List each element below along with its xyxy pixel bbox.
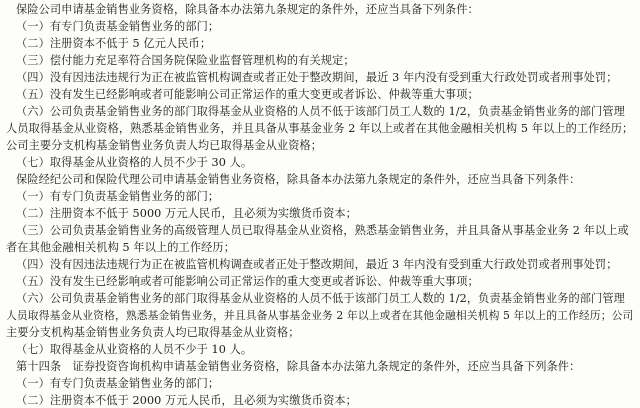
clause-1: （一）有专门负责基金销售业务的部门； bbox=[16, 190, 220, 203]
clause-5: （五）没有发生已经影响或者可能影响公司正常运作的重大变更或者诉讼、仲裁等重大事项； bbox=[16, 88, 479, 101]
clause-3: （三）偿付能力充足率符合国务院保险业监督管理机构的有关规定； bbox=[16, 54, 355, 67]
clause-6-continued: 人员取得基金从业资格，熟悉基金销售业务，并且具备从事基金业务 2 年以上或者在其他金融相关机构 5 年以上的工作经历；公司 bbox=[6, 309, 634, 322]
article-14-heading: 第十四条 证券投资咨询机构申请基金销售业务资格，除具备本办法第九条规定的条件外，还应当具备下列条件： bbox=[16, 360, 581, 373]
clause-6: （六）公司负责基金销售业务的部门取得基金从业资格的人员不低于该部门员工人数的 1/2，负责基金销售业务的部门管理 bbox=[16, 105, 625, 118]
clause-6-continued: 公司主要分支机构基金销售业务负责人均已取得基金从业资格； bbox=[6, 139, 323, 152]
clause-7: （七）取得基金从业资格的人员不少于 10 人。 bbox=[16, 343, 253, 356]
clause-5: （五）没有发生已经影响或者可能影响公司正常运作的重大变更或者诉讼、仲裁等重大事项； bbox=[16, 275, 479, 288]
clause-2: （二）注册资本不低于 5 亿元人民币； bbox=[16, 37, 212, 50]
clause-1: （一）有专门负责基金销售业务的部门； bbox=[16, 377, 220, 390]
clause-3: （三）公司负责基金销售业务的高级管理人员已取得基金从业资格，熟悉基金销售业务，并且具备从事基金业务 2 年以上或 bbox=[16, 224, 629, 237]
clause-1: （一）有专门负责基金销售业务的部门； bbox=[16, 20, 220, 33]
clause-6: （六）公司负责基金销售业务的部门取得基金从业资格的人员不低于该部门员工人数的 1/2，负责基金销售业务的部门管理 bbox=[16, 292, 625, 305]
clause-4: （四）没有因违法违规行为正在被监管机构调查或者正处于整改期间，最近 3 年内没有受到重大行政处罚或者刑事处罚； bbox=[16, 258, 618, 271]
paragraph-broker-intro: 保险经纪公司和保险代理公司申请基金销售业务资格，除具备本办法第九条规定的条件外，还应当具备下列条件： bbox=[16, 173, 581, 186]
clause-2: （二）注册资本不低于 5000 万元人民币，且必须为实缴货币资本； bbox=[16, 207, 357, 220]
paragraph-insurance-intro: 保险公司申请基金销售业务资格，除具备本办法第九条规定的条件外，还应当具备下列条件： bbox=[16, 3, 479, 16]
clause-2: （二）注册资本不低于 2000 万元人民币，且必须为实缴货币资本； bbox=[16, 394, 357, 407]
clause-7: （七）取得基金从业资格的人员不少于 30 人。 bbox=[16, 156, 253, 169]
clause-3-continued: 者在其他金融相关机构 5 年以上的工作经历； bbox=[6, 241, 235, 254]
clause-6-continued: 主要分支机构基金销售业务负责人均已取得基金从业资格； bbox=[6, 326, 300, 339]
clause-4: （四）没有因违法违规行为正在被监管机构调查或者正处于整改期间，最近 3 年内没有受到重大行政处罚或者刑事处罚； bbox=[16, 71, 618, 84]
clause-6-continued: 人员取得基金从业资格，熟悉基金销售业务，并且具备从事基金业务 2 年以上或者在其他金融相关机构 5 年以上的工作经历； bbox=[6, 122, 634, 135]
